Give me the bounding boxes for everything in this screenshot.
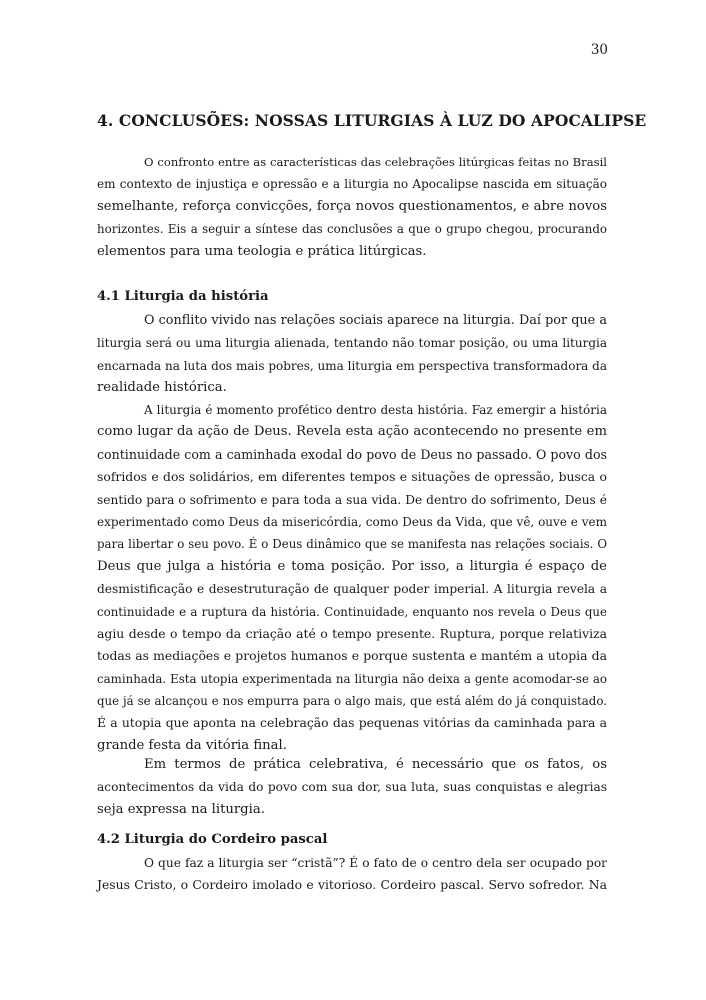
text-line: sentido para o sofrimento e para toda a sua vida. De dentro do sofrimento, Deus é	[97, 492, 607, 507]
section-heading-4-2: 4.2 Liturgia do Cordeiro pascal	[97, 832, 328, 847]
text-line: sofridos e dos solidários, em diferentes tempos e situações de opressão, busca o	[97, 469, 607, 485]
section-4-1-paragraph-1	[97, 310, 607, 400]
text-line: acontecimentos da vida do povo com sua dor, sua luta, suas conquistas e alegrias	[97, 780, 607, 795]
text-line: em contexto de injustiça e opressão e a liturgia no Apocalipse nascida em situação	[97, 177, 607, 192]
text-line: continuidade e a ruptura da história. Continuidade, enquanto nos revela o Deus que	[97, 604, 607, 619]
text-line: O confronto entre as características das celebrações litúrgicas feitas no Brasil	[144, 155, 607, 169]
page-number: 30	[590, 42, 608, 58]
section-4-1-paragraph-3	[97, 754, 607, 821]
text-line: seja expressa na liturgia.	[97, 801, 265, 817]
text-line: todas as mediações e projetos humanos e porque sustenta e mantém a utopia da	[97, 648, 607, 664]
text-line: A liturgia é momento profético dentro desta história. Faz emergir a história	[144, 403, 607, 417]
text-line: horizontes. Eis a seguir a síntese das conclusões a que o grupo chegou, procurando	[97, 222, 607, 237]
section-4-2-paragraph-1	[97, 852, 607, 897]
text-line: elementos para uma teologia e prática litúrgicas.	[97, 243, 427, 259]
text-line: realidade histórica.	[97, 380, 227, 396]
text-line: para libertar o seu povo. É o Deus dinâmico que se manifesta nas relações sociais. O	[97, 537, 607, 552]
text-line: liturgia será ou uma liturgia alienada, tentando não tomar posição, ou uma liturgia	[97, 336, 607, 351]
section-4-1-paragraph-2	[97, 399, 607, 757]
text-line: O conflito vivido nas relações sociais aparece na liturgia. Daí por que a	[144, 313, 607, 328]
text-line: É a utopia que aponta na celebração das pequenas vitórias da caminhada para a	[97, 715, 607, 731]
text-line: Deus que julga a história e toma posição. Por isso, a liturgia é espaço de	[97, 558, 607, 574]
text-line: experimentado como Deus da misericórdia, como Deus da Vida, que vê, ouve e vem	[97, 514, 607, 529]
text-line: semelhante, reforça convicções, força novos questionamentos, e abre novos	[97, 198, 607, 214]
text-line: como lugar da ação de Deus. Revela esta ação acontecendo no presente em	[97, 424, 607, 440]
text-line: O que faz a liturgia ser “cristã”? É o fato de o centro dela ser ocupado por	[144, 856, 607, 870]
text-line: que já se alcançou e nos empurra para o algo mais, que está além do já conquistado.	[97, 694, 607, 709]
text-line: encarnada na luta dos mais pobres, uma liturgia em perspectiva transformadora da	[97, 358, 607, 373]
chapter-heading: 4. CONCLUSÕES: NOSSAS LITURGIAS À LUZ DO APOCALIPSE	[97, 111, 647, 130]
text-line: desmistificação e desestruturação de qualquer poder imperial. A liturgia revela a	[97, 582, 607, 597]
text-line: grande festa da vitória final.	[97, 737, 287, 753]
text-line: Em termos de prática celebrativa, é necessário que os fatos, os	[144, 757, 607, 772]
text-line: caminhada. Esta utopia experimentada na liturgia não deixa a gente acomodar-se ao	[97, 671, 607, 686]
text-line: agiu desde o tempo da criação até o tempo presente. Ruptura, porque relativiza	[97, 625, 607, 641]
text-line: Jesus Cristo, o Cordeiro imolado e vitorioso. Cordeiro pascal. Servo sofredor. Na	[97, 877, 607, 893]
section-heading-4-1: 4.1 Liturgia da história	[97, 289, 269, 304]
text-line: continuidade com a caminhada exodal do povo de Deus no passado. O povo dos	[97, 446, 607, 462]
intro-paragraph	[97, 151, 607, 263]
